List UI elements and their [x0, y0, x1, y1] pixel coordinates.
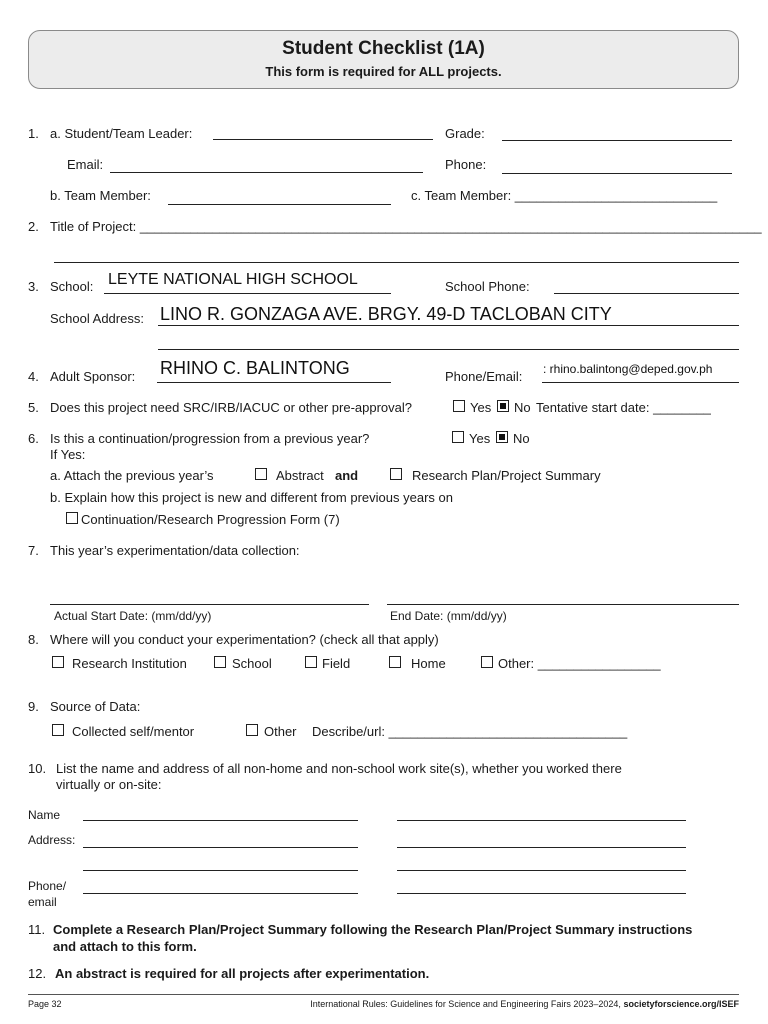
collected-self-checkbox[interactable]	[52, 724, 64, 736]
q3-number: 3.	[28, 279, 39, 294]
research-institution-label: Research Institution	[72, 656, 187, 671]
team-member-b-field[interactable]	[168, 204, 391, 205]
q5-number: 5.	[28, 400, 39, 415]
email-label: Email:	[67, 157, 104, 172]
form-title: Student Checklist (1A)	[282, 38, 485, 59]
experimentation-label: This year’s experimentation/data collection:	[50, 543, 300, 558]
adult-sponsor-label: Adult Sponsor:	[50, 369, 136, 384]
continuation-yes-label: Yes	[469, 431, 491, 446]
email-field[interactable]	[110, 172, 423, 173]
worksite-address-label: Address:	[28, 833, 76, 847]
continuation-no-label: No	[513, 431, 530, 446]
phone-field[interactable]	[502, 173, 732, 174]
continuation-no-checkbox[interactable]	[496, 431, 508, 443]
worksite-phone-field-2[interactable]	[397, 893, 686, 894]
q10-number: 10.	[28, 761, 47, 776]
research-plan-label: Research Plan/Project Summary	[412, 468, 601, 483]
research-plan-instruction-line2: and attach to this form.	[53, 939, 197, 954]
home-checkbox[interactable]	[389, 656, 401, 668]
q1-number: 1.	[28, 126, 39, 141]
form-subtitle: This form is required for ALL projects.	[265, 64, 502, 79]
if-yes-label: If Yes:	[50, 447, 86, 462]
form7-label: Continuation/Research Progression Form (7)	[81, 512, 340, 527]
worksite-name-field-2[interactable]	[397, 820, 686, 821]
research-institution-checkbox[interactable]	[52, 656, 64, 668]
form7-checkbox[interactable]	[66, 512, 78, 524]
school-field[interactable]	[104, 293, 391, 294]
worksite-phone-label: Phone/	[28, 879, 67, 893]
worksite-address-field-2-line2[interactable]	[397, 870, 686, 871]
footer-source	[310, 999, 739, 1009]
worksite-name-field-1[interactable]	[83, 820, 358, 821]
worksite-email-label: email	[28, 895, 57, 909]
q8-number: 8.	[28, 632, 39, 647]
worksite-question-line2: virtually or on-site:	[56, 777, 162, 792]
describe-url-field[interactable]: Describe/url: _________________________________	[312, 724, 628, 739]
form-header	[28, 30, 739, 89]
continuation-yes-checkbox[interactable]	[452, 431, 464, 443]
other-location-checkbox[interactable]	[481, 656, 493, 668]
school-address-field-line2[interactable]	[158, 349, 739, 350]
leader-label: a. Student/Team Leader:	[50, 126, 193, 141]
field-checkbox[interactable]	[305, 656, 317, 668]
end-date-label: End Date: (mm/dd/yy)	[390, 609, 507, 623]
other-source-checkbox[interactable]	[246, 724, 258, 736]
q7-number: 7.	[28, 543, 39, 558]
preapproval-no-checkbox[interactable]	[497, 400, 509, 412]
footer-site[interactable]: societyforscience.org/ISEF	[623, 999, 739, 1009]
worksite-name-label: Name	[28, 808, 61, 822]
team-member-b-label: b. Team Member:	[50, 188, 151, 203]
footer-divider	[28, 994, 739, 995]
preapproval-no-label: No	[514, 400, 531, 415]
phone-email-value: : rhino.balintong@deped.gov.ph	[543, 362, 713, 376]
school-address-value: LINO R. GONZAGA AVE. BRGY. 49-D TACLOBAN CITY	[160, 304, 612, 324]
q12-number: 12.	[28, 966, 47, 981]
preapproval-yes-label: Yes	[470, 400, 492, 415]
worksite-address-field-1[interactable]	[83, 847, 358, 848]
end-date-field[interactable]	[387, 604, 739, 605]
q11-number: 11.	[28, 922, 46, 937]
q6-number: 6.	[28, 431, 39, 446]
grade-label: Grade:	[445, 126, 485, 141]
explain-new-label: b. Explain how this project is new and different from previous years on	[50, 490, 453, 505]
worksite-question-line1: List the name and address of all non-home and non-school work site(s), whether you worked there	[56, 761, 622, 776]
collected-self-label: Collected self/mentor	[72, 724, 195, 739]
home-label: Home	[411, 656, 446, 671]
school-address-field[interactable]	[158, 325, 739, 326]
field-label: Field	[322, 656, 351, 671]
preapproval-yes-checkbox[interactable]	[453, 400, 465, 412]
other-location-label[interactable]: Other: _________________	[498, 656, 661, 671]
project-title-field-line2[interactable]	[54, 262, 739, 263]
footer-source-text: International Rules: Guidelines for Science and Engineering Fairs 2023–2024,	[310, 999, 621, 1009]
page-number: Page 32	[28, 999, 62, 1009]
adult-sponsor-value: RHINO C. BALINTONG	[160, 358, 350, 378]
start-date-field[interactable]	[50, 604, 369, 605]
phone-email-label: Phone/Email:	[445, 369, 523, 384]
other-source-label: Other	[264, 724, 297, 739]
school-address-label: School Address:	[50, 311, 144, 326]
tentative-start-date[interactable]: Tentative start date: ________	[536, 400, 711, 415]
team-member-c-label[interactable]: c. Team Member: ____________________________	[411, 188, 718, 203]
school-label: School:	[50, 279, 94, 294]
school-location-label: School	[232, 656, 272, 671]
source-of-data-label: Source of Data:	[50, 699, 141, 714]
abstract-checkbox[interactable]	[255, 468, 267, 480]
preapproval-question: Does this project need SRC/IRB/IACUC or other pre-approval?	[50, 400, 412, 415]
school-phone-label: School Phone:	[445, 279, 530, 294]
start-date-label: Actual Start Date: (mm/dd/yy)	[54, 609, 212, 623]
adult-sponsor-field[interactable]	[157, 382, 391, 383]
location-question: Where will you conduct your experimentation? (check all that apply)	[50, 632, 439, 647]
phone-label: Phone:	[445, 157, 487, 172]
q4-number: 4.	[28, 369, 39, 384]
continuation-question: Is this a continuation/progression from a previous year?	[50, 431, 370, 446]
school-value: LEYTE NATIONAL HIGH SCHOOL	[108, 271, 358, 288]
worksite-address-field-1-line2[interactable]	[83, 870, 358, 871]
abstract-label: Abstract	[276, 468, 324, 483]
research-plan-checkbox[interactable]	[390, 468, 402, 480]
research-plan-instruction-line1: Complete a Research Plan/Project Summary following the Research Plan/Project Summary instructions	[53, 922, 693, 937]
school-checkbox[interactable]	[214, 656, 226, 668]
worksite-address-field-2[interactable]	[397, 847, 686, 848]
q9-number: 9.	[28, 699, 39, 714]
leader-field[interactable]	[213, 139, 433, 140]
abstract-requirement: An abstract is required for all projects after experimentation.	[55, 966, 430, 981]
attach-previous-label: a. Attach the previous year’s	[50, 468, 214, 483]
phone-email-field[interactable]	[542, 382, 739, 383]
worksite-phone-field-1[interactable]	[83, 893, 358, 894]
and-label: and	[335, 468, 359, 483]
q2-number: 2.	[28, 219, 39, 234]
project-title-label[interactable]: Title of Project: ______________________________________________________________________________________	[50, 219, 762, 234]
school-phone-field[interactable]	[554, 293, 739, 294]
grade-field[interactable]	[502, 140, 732, 141]
